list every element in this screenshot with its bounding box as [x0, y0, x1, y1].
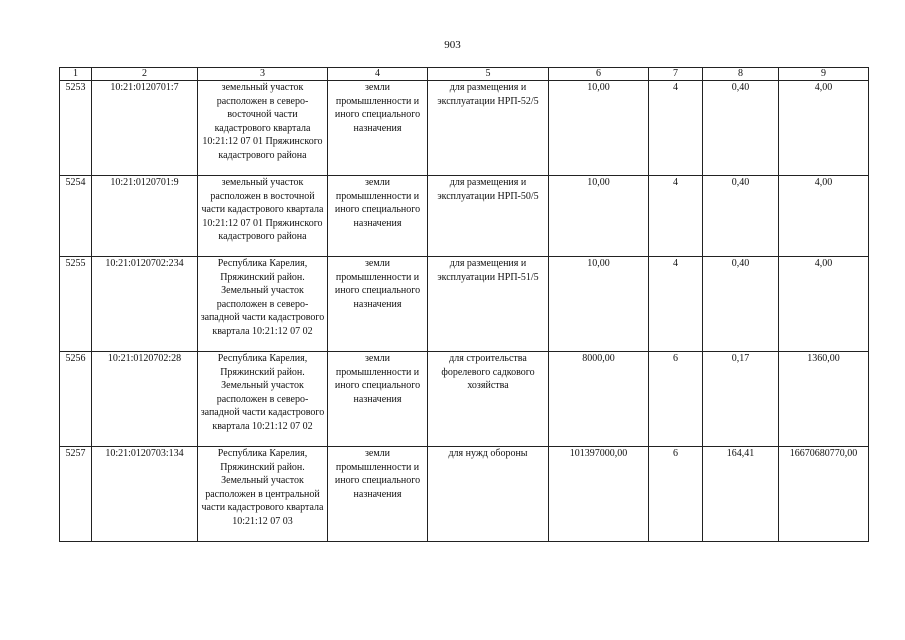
area-cell: 8000,00	[549, 352, 649, 447]
area-cell: 10,00	[549, 176, 649, 257]
location-cell: Республика Карелия, Пряжинский район. Земельный участок расположен в северо-западной части кадастрового квартала 10:21:12 07 02	[198, 352, 328, 447]
cadastral-number-cell: 10:21:0120701:9	[92, 176, 198, 257]
area-cell: 101397000,00	[549, 447, 649, 542]
table-row	[60, 257, 869, 352]
permitted-use-cell: для размещения и эксплуатации НРП-52/5	[428, 81, 549, 176]
rate-cell: 0,40	[703, 257, 779, 352]
location-cell: Республика Карелия, Пряжинский район. Земельный участок расположен в северо-западной части кадастрового квартала 10:21:12 07 02	[198, 257, 328, 352]
permitted-use-cell: для размещения и эксплуатации НРП-50/5	[428, 176, 549, 257]
column-header: 6	[549, 68, 649, 81]
column-header: 4	[328, 68, 428, 81]
value-cell: 4,00	[779, 81, 869, 176]
group-cell: 6	[649, 447, 703, 542]
value-cell: 4,00	[779, 257, 869, 352]
area-cell: 10,00	[549, 81, 649, 176]
land-register-table	[59, 67, 869, 542]
land-category-cell: земли промышленности и иного специального назначения	[328, 447, 428, 542]
location-cell: Республика Карелия, Пряжинский район. Земельный участок расположен в центральной части кадастрового квартала 10:21:12 07 03	[198, 447, 328, 542]
table-row	[60, 447, 869, 542]
row-number-cell: 5255	[60, 257, 92, 352]
column-header: 2	[92, 68, 198, 81]
row-number-cell: 5256	[60, 352, 92, 447]
permitted-use-cell: для нужд обороны	[428, 447, 549, 542]
rate-cell: 0,40	[703, 81, 779, 176]
header-row	[60, 68, 869, 81]
column-header: 5	[428, 68, 549, 81]
group-cell: 4	[649, 176, 703, 257]
column-header: 3	[198, 68, 328, 81]
location-cell: земельный участок расположен в северо-восточной части кадастрового квартала 10:21:12 07 01 Пряжинского кадастрового района	[198, 81, 328, 176]
group-cell: 4	[649, 81, 703, 176]
table-row	[60, 176, 869, 257]
land-category-cell: земли промышленности и иного специального назначения	[328, 81, 428, 176]
rate-cell: 164,41	[703, 447, 779, 542]
permitted-use-cell: для размещения и эксплуатации НРП-51/5	[428, 257, 549, 352]
value-cell: 4,00	[779, 176, 869, 257]
row-number-cell: 5253	[60, 81, 92, 176]
cadastral-number-cell: 10:21:0120702:234	[92, 257, 198, 352]
cadastral-number-cell: 10:21:0120702:28	[92, 352, 198, 447]
cadastral-number-cell: 10:21:0120703:134	[92, 447, 198, 542]
row-number-cell: 5254	[60, 176, 92, 257]
land-category-cell: земли промышленности и иного специального назначения	[328, 176, 428, 257]
column-header: 8	[703, 68, 779, 81]
table-row	[60, 81, 869, 176]
group-cell: 6	[649, 352, 703, 447]
land-category-cell: земли промышленности и иного специального назначения	[328, 352, 428, 447]
column-header: 7	[649, 68, 703, 81]
value-cell: 1360,00	[779, 352, 869, 447]
area-cell: 10,00	[549, 257, 649, 352]
rate-cell: 0,17	[703, 352, 779, 447]
permitted-use-cell: для строительства форелевого садкового хозяйства	[428, 352, 549, 447]
cadastral-number-cell: 10:21:0120701:7	[92, 81, 198, 176]
group-cell: 4	[649, 257, 703, 352]
location-cell: земельный участок расположен в восточной части кадастрового квартала 10:21:12 07 01 Пряжинского кадастрового района	[198, 176, 328, 257]
column-header: 1	[60, 68, 92, 81]
table-row	[60, 352, 869, 447]
column-header: 9	[779, 68, 869, 81]
page-number: 903	[444, 39, 461, 51]
rate-cell: 0,40	[703, 176, 779, 257]
value-cell: 16670680770,00	[779, 447, 869, 542]
row-number-cell: 5257	[60, 447, 92, 542]
land-category-cell: земли промышленности и иного специального назначения	[328, 257, 428, 352]
